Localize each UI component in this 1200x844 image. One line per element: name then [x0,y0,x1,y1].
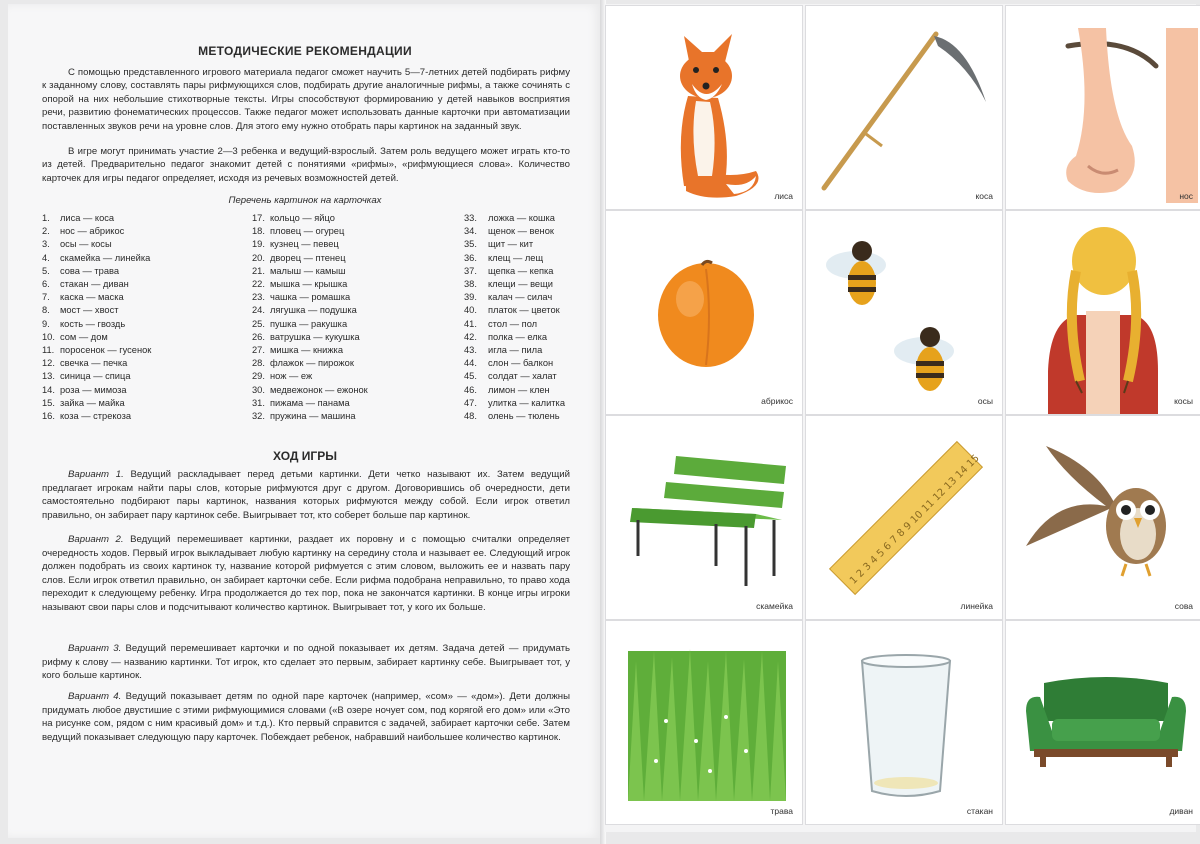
list-item-text: стакан — диван [60,279,129,290]
list-item-number: 8. [42,305,50,316]
list-item-text: поросенок — гусенок [60,345,152,356]
list-item [252,265,368,278]
list-item-number: 11. [42,345,55,356]
list-item [42,397,151,410]
list-item-number: 30. [252,384,265,395]
list-item-number: 4. [42,252,50,263]
list-item [464,397,565,410]
list-item-number: 48. [464,411,477,422]
variant-name: Вариант 4. [68,691,122,702]
list-item-text: солдат — халат [488,371,557,382]
card-label: трава [770,806,793,816]
card-label: абрикос [761,396,793,406]
list-item-number: 43. [464,345,477,356]
list-item-text: полка — елка [488,331,548,342]
list-item [42,238,151,251]
list-item-number: 22. [252,279,265,290]
list-item-number: 32. [252,411,265,422]
list-item-text: синица — спица [60,371,131,382]
list-item [252,212,368,225]
card-glass[interactable] [806,621,1002,824]
ruler-icon [806,416,1002,619]
list-item-text: ложка — кошка [488,213,555,223]
list-item-number: 15. [42,397,55,408]
card-label: сова [1174,601,1193,611]
nose-icon [1006,6,1200,209]
list-item [464,291,565,304]
list-item [42,304,151,317]
card-fox[interactable] [606,6,802,209]
list-item [42,225,151,238]
list-item [42,212,151,225]
list-item [42,278,151,291]
list-item-number: 42. [464,331,477,342]
list-item-number: 41. [464,318,477,329]
fox-icon [606,6,802,209]
list-item [42,252,151,265]
variant-text: Ведущий раскладывает перед детьми картинки. Дети четко называют их. Затем ведущий предлагает игрокам найти пары слов, которые рифмуются друг с другом. Договорившись об очередности, дети самостоятельно подбирают пары картинок, названия которых рифмуются между собой. Если игрок ответил правильно, он забирает пару картинок себе. Выигрывает тот, кто соберет больше пар картинок. [42,469,570,521]
list-item-number: 35. [464,239,477,250]
list-item-number: 29. [252,371,265,382]
variant-4 [42,690,570,744]
list-item-number: 39. [464,292,477,303]
list-item-number: 14. [42,384,55,395]
list-item-text: улитка — калитка [488,397,565,408]
bench-icon [606,416,802,619]
list-item-text: лиса — коса [60,213,115,223]
list-item [464,384,565,397]
braids-icon [1006,211,1200,414]
variant-name: Вариант 1. [68,469,124,480]
apricot-icon [606,211,802,414]
list-item [464,304,565,317]
list-item-number: 45. [464,371,477,382]
list-item-number: 1. [42,213,50,223]
card-sofa[interactable] [1006,621,1200,824]
list-item-text: щенок — венок [488,226,554,237]
list-item-text: калач — силач [488,292,553,303]
list-item [252,397,368,410]
list-item-number: 2. [42,226,50,237]
list-item-text: стол — пол [488,318,538,329]
card-grass[interactable] [606,621,802,824]
list-item-text: кузнец — певец [270,239,339,250]
scythe-icon [806,6,1002,209]
list-item-number: 23. [252,292,265,303]
variant-text: Ведущий показывает детям по одной паре карточек (например, «сом» — «дом»). Дети должны придумать любое двустишие с этими рифмующимися словами («В озере ночует сом, под корягой его дом» или «Это на рисунке сом, рядом с ним красивый дом» и т.д.). Кто первый справится с задачей, забирает карточки себе. Затем ведущий показывает следующую пару карточек. Побеждает ребенок, набравший наибольшее количество картинок. [42,691,570,743]
list-item [464,265,565,278]
list-item [252,331,368,344]
list-item-number: 27. [252,345,265,356]
list-item-text: игла — пила [488,345,543,356]
list-item [252,225,368,238]
list-item-text: мишка — книжка [270,345,344,356]
list-item [42,291,151,304]
list-item-text: пружина — машина [270,411,356,422]
wasps-icon [806,211,1002,414]
card-label: косы [1174,396,1193,406]
list-item [42,370,151,383]
list-item [42,318,151,331]
rhyme-list-column-2 [252,212,368,423]
list-item-text: нож — еж [270,371,313,382]
list-item [464,331,565,344]
grass-icon [606,621,802,824]
list-item-number: 5. [42,265,50,276]
list-item-number: 36. [464,252,477,263]
list-item-text: медвежонок — ежонок [270,384,368,395]
list-item-number: 9. [42,318,50,329]
list-item-number: 40. [464,305,477,316]
card-ruler[interactable] [806,416,1002,619]
card-label: коса [975,191,993,201]
list-item-number: 3. [42,239,50,250]
list-item-number: 12. [42,358,55,369]
list-item-number: 7. [42,292,50,303]
list-item-text: слон — балкон [488,358,554,369]
list-item-text: клещ — лещ [488,252,544,263]
list-item-number: 28. [252,358,265,369]
list-item-text: олень — тюлень [488,411,560,422]
list-item [464,225,565,238]
list-item-text: зайка — майка [60,397,125,408]
list-item-number: 34. [464,226,477,237]
card-label: скамейка [756,601,793,611]
list-item [464,212,565,225]
list-item [464,410,565,423]
list-item-text: флажок — пирожок [270,358,354,369]
card-label: осы [977,396,993,406]
list-item-text: клещи — вещи [488,279,553,290]
list-item-number: 16. [42,411,55,422]
section-title: ХОД ИГРЫ [273,449,337,463]
list-item-number: 6. [42,279,50,290]
list-item [252,291,368,304]
list-item-number: 24. [252,305,265,316]
owl-icon [1006,416,1200,619]
list-item [464,370,565,383]
list-item-text: щит — кит [488,239,534,250]
list-item-text: нос — абрикос [60,226,125,237]
card-owl[interactable] [1006,416,1200,619]
list-item-number: 47. [464,397,477,408]
card-scythe[interactable] [806,6,1002,209]
list-item-text: мышка — крышка [270,279,348,290]
list-item-text: ватрушка — кукушка [270,331,360,342]
list-item-number: 31. [252,397,265,408]
list-item-text: каска — маска [60,292,124,303]
variant-2 [42,533,570,615]
list-item-text: щепка — кепка [488,265,554,276]
list-item-number: 44. [464,358,477,369]
list-item [252,344,368,357]
rhyme-list-column-3 [464,212,565,423]
list-item-text: чашка — ромашка [270,292,351,303]
list-item-number: 25. [252,318,265,329]
list-item-text: роза — мимоза [60,384,127,395]
variant-text: Ведущий перемешивает картинки, раздает их поровну и с помощью считалки определяет очередность ходов. Первый игрок выкладывает любую картинку на середину стола и называет ее. Следующий игрок должен подобрать из своих картинок ту, название которой рифмуется с этим словом, выложить ее и назвать пару слов. Если игрок ответил правильно, он забирает карточки себе. Если рифма подобрана неправильно, то право хода переходит к следующему ребенку. Игра продолжается до тех пор, пока не закончатся картинки. В конце игры игроки называют свои пары слов и подсчитывают количество картинок. Выигрывает тот, у кого их больше. [42,534,570,613]
list-item [464,252,565,265]
list-item [42,344,151,357]
list-item-number: 21. [252,265,265,276]
list-item [42,357,151,370]
list-item [42,265,151,278]
list-item [252,370,368,383]
intro-paragraph-2: В игре могут принимать участие 2—3 ребенка и ведущий-взрослый. Затем роль ведущего может играть кто-то из детей. Предварительно педагог знакомит детей с понятиями «рифмы», «рифмующиеся слова». Количество карточек для игры педагог определяет, исходя из речевых возможностей детей. [42,146,570,184]
list-item-text: лимон — клен [488,384,550,395]
list-item [464,318,565,331]
rhyme-list-column-1 [42,212,151,423]
card-label: нос [1179,191,1193,201]
page-title: МЕТОДИЧЕСКИЕ РЕКОМЕНДАЦИИ [198,44,412,58]
list-item-text: кость — гвоздь [60,318,126,329]
list-item [252,238,368,251]
sofa-icon [1006,621,1200,824]
list-item-text: пушка — ракушка [270,318,348,329]
list-item [252,278,368,291]
ruler-digits: 1 2 3 4 5 6 7 8 9 10 11 12 13 14 15 [848,452,982,587]
glass-icon [806,621,1002,824]
card-braids[interactable] [1006,211,1200,414]
list-item-text: коза — стрекоза [60,411,132,422]
card-label: стакан [966,806,993,816]
card-label: лиса [774,191,793,201]
list-item-text: дворец — птенец [270,252,346,263]
list-item-text: лягушка — подушка [270,305,357,316]
list-item-number: 38. [464,279,477,290]
list-item-text: пижама — панама [270,397,350,408]
card-label: линейка [960,601,993,611]
list-item-text: осы — косы [60,239,112,250]
list-item [464,357,565,370]
list-item-text: платок — цветок [488,305,560,316]
card-nose[interactable] [1006,6,1200,209]
list-item [42,384,151,397]
list-item-text: пловец — огурец [270,226,345,237]
list-item-number: 18. [252,226,265,237]
list-item-number: 20. [252,252,265,263]
variant-name: Вариант 3. [68,643,122,654]
list-item-text: сом — дом [60,331,108,342]
list-item [252,318,368,331]
list-item-number: 33. [464,213,477,223]
card-wasps[interactable] [806,211,1002,414]
list-item-number: 37. [464,265,477,276]
card-label: диван [1169,806,1193,816]
list-item [252,384,368,397]
list-item [464,344,565,357]
list-item [464,278,565,291]
variant-1 [42,468,570,522]
list-item-number: 19. [252,239,265,250]
variant-text: Ведущий перемешивает карточки и по одной показывает их детям. Задача детей — придумать рифму к слову — названию картинки. Тот игрок, кто сделает это первым, забирает картинку себе. Выигрывает тот, у кого больше картинок. [42,643,570,682]
list-item [252,357,368,370]
list-item-number: 26. [252,331,265,342]
list-item-number: 17. [252,213,265,223]
variant-name: Вариант 2. [68,534,124,545]
card-bench[interactable] [606,416,802,619]
list-item-text: мост — хвост [60,305,119,316]
list-item [252,410,368,423]
intro-paragraph-1: С помощью представленного игрового материала педагог сможет научить 5—7-летних детей подбирать рифму к заданному слову, составлять пары рифмующихся слов, подбирать другие аналогичные рифмы, а также сочинять с опорой на них небольшие стихотворные тексты. Игры способствуют формированию у детей навыков восприятия речи, развитию фонематических процессов. Также педагог может использовать данные карточки при автоматизации поставленных звуков речи на уровне слов. Для этого ему нужно отобрать пары картинок на заданный звук. [42,67,570,132]
card-apricot[interactable] [606,211,802,414]
list-item-text: свечка — печка [60,358,128,369]
list-item [42,410,151,423]
list-item [464,238,565,251]
list-item [252,304,368,317]
list-item-text: кольцо — яйцо [270,213,335,223]
list-item-text: сова — трава [60,265,119,276]
list-item-number: 10. [42,331,55,342]
list-title: Перечень картинок на карточках [228,195,382,206]
list-item [42,331,151,344]
list-item-number: 13. [42,371,55,382]
list-item-number: 46. [464,384,477,395]
right-page [604,4,1196,832]
list-item-text: малыш — камыш [270,265,346,276]
list-item [252,252,368,265]
left-page [8,4,602,838]
variant-3 [42,642,570,683]
list-item-text: скамейка — линейка [60,252,151,263]
